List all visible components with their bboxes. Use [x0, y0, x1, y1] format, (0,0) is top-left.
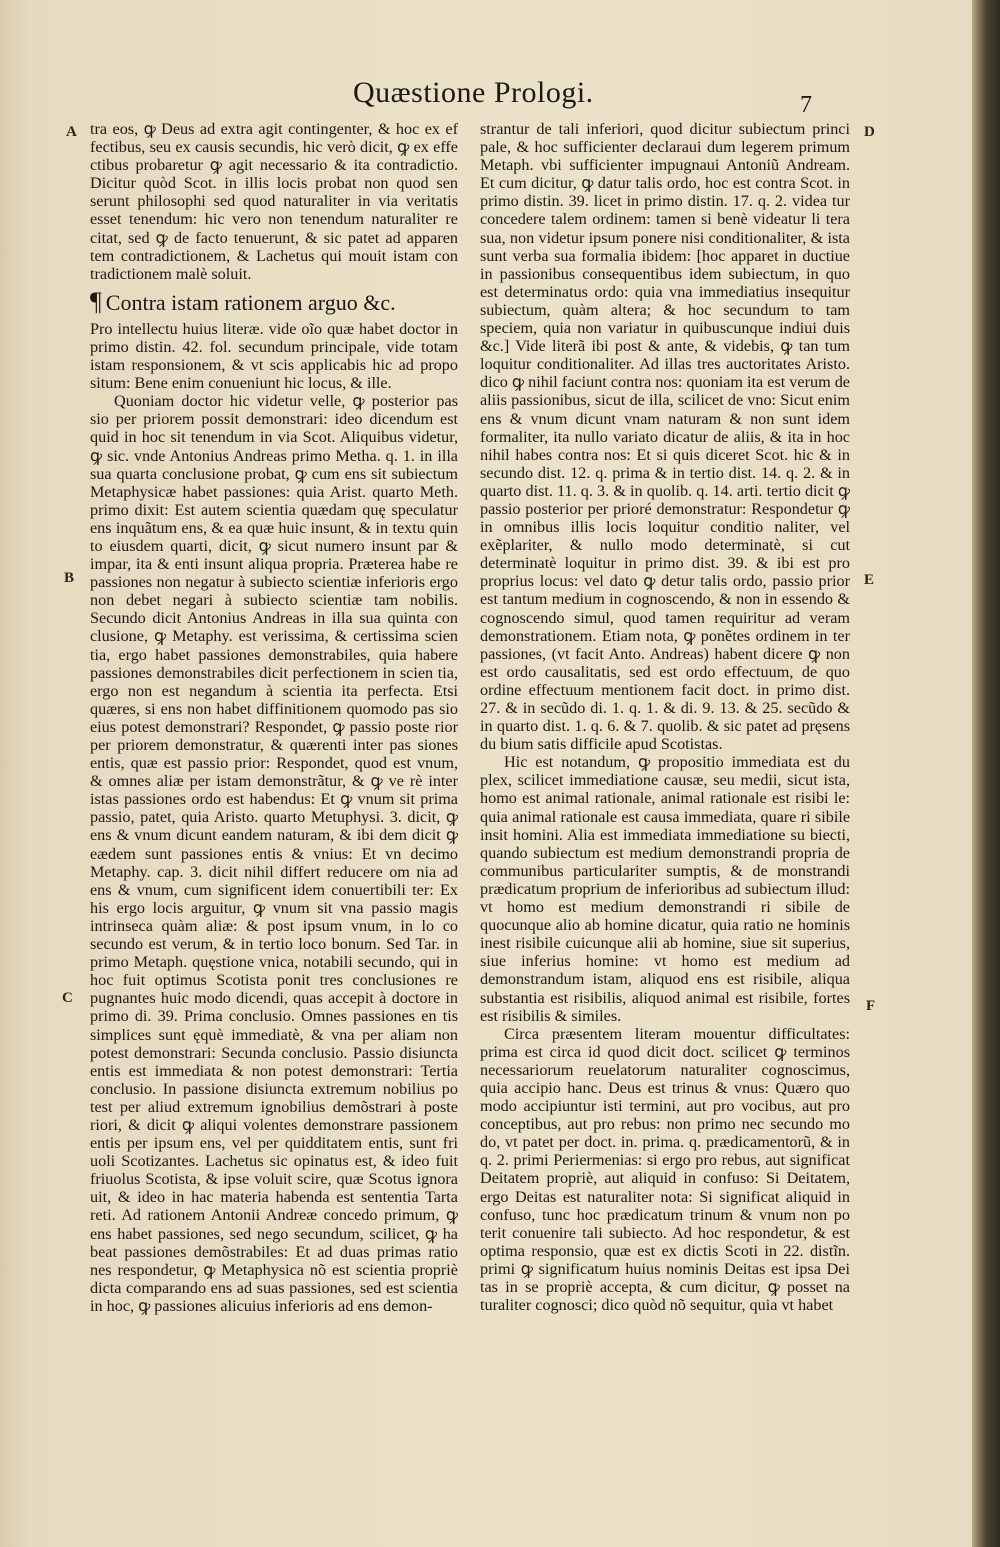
paragraph: Pro intellectu huius literæ. vide oĩo quæ habet doctor in primo distin. 42. fol. secundum principale, vide totam istam responsionem, & vt scis applicabis hic ad propo situm: Bene enim conueniunt hic locus, & ille. — [90, 319, 458, 393]
folio-number: 7 — [800, 92, 812, 118]
margin-letter-a: A — [66, 124, 77, 140]
margin-letter-e: E — [864, 572, 875, 588]
book-spine-edge — [972, 0, 1000, 1547]
section-heading-text: Contra istam rationem arguo &c. — [105, 289, 396, 315]
running-title: Quæstione Prologi. — [353, 76, 594, 109]
margin-letter-c: C — [62, 990, 73, 1006]
paragraph: Quoniam doctor hic videtur velle, ꝙ posterior pas sio per priorem possit demonstrari: ideo dicendum est quid in hoc sit tenendum in via Scot. Aliquibus videtur, ꝙ sic. vnde Antonius Andreas primo Metha. q. 1. in illa sua quarta conclusione probat, ꝙ cum ens sit subiectum Metaphysicæ habet passiones: quia Arist. quarto Meth. primo dixit: Est autem scientia quædam quę speculatur ens inquãtum ens, & ea quæ huic insunt, & in textu quin to eiusdem quarti, dicit, ꝙ sicut numero insunt par & impar, ita & enti insunt aliqua propria. Præterea habe re passiones non negatur à subiecto scientiæ inferioris ergo non debet negari à subiecto scientiæ tam nobilis. Secundo dicit Antonius Andreas in illa sua quinta con clusione, ꝙ Metaphy. est verissima, & certissima scien tia, ergo habet passiones demonstrabiles, quia habere passiones demonstrabiles dicit perfectionem in scien tia, ergo non est negandum à scientia ita perfecta. Etsi quæres, si ens non habet diffinitionem quomodo pas sio eius potest demonstrari? Respondet, ꝙ passio poste rior per priorem demonstratur, & quærenti inter pas siones entis, quæ est passio prior: Respondet, quod est vnum, & omnes aliæ per istam demonstrãtur, & ꝙ ve rè inter istas passiones ordo est habendus: Et ꝙ vnum sit prima passio, patet, quia Aristo. quarto Metuphysi. 3. dicit, ꝙ ens & vnum dicunt eandem naturam, & ibi dem dicit ꝙ eædem sunt passiones entis & vnius: Et vn decimo Metaphy. cap. 3. dicit nihil differt reducere om nia ad ens & vnum, cum significent idem conuertibili ter: Ex his ergo locis arguitur, ꝙ vnum sit vna passio magis intrinseca quàm aliæ: & post ipsum vnum, in lo co secundo est verum, & in tertio loco bonum. Sed Tar. in primo Metaph. quęstione vnica, notabili secundo, qui in hoc fuit optimus Scotista ponit tres conclusiones re pugnantes huic modo dicendi, quas accepit à doctore in primo di. 39. Prima conclusio. Omnes passiones en tis simplices sunt ęquè immediatè, & vna per aliam non potest demonstrari: Secunda conclusio. Passio disiuncta entis est immediata & non potest demonstrari: Tertia conclusio. In passione disiuncta extremum nobilius po test per aliud extremum ignobilius demõstrari à poste riori, & dicit ꝙ aliqui volentes demonstrare passionem entis per ipsum ens, vel per quidditatem entis, sunt fri uoli Scotizantes. Lachetus sic opinatus est, & ideo fuit friuolus Scotista, & ipse voluit scire, quæ Scotus ignora uit, & ideo in hac materia habenda est sententia Tarta reti. Ad rationem Antonii Andreæ concedo primum, ꝙ ens habet passiones, sed nego secundum, scilicet, ꝙ ha beat passiones demõstrabiles: Et ad duas primas ratio nes respondetur, ꝙ Metaphysica nõ est scientia propriè dicta comparando ens ad suas passiones, sed est scientia in hoc, ꝙ passiones alicuius inferioris ad ens demon- — [90, 392, 458, 1315]
running-header — [0, 76, 972, 126]
margin-letter-f: F — [866, 998, 876, 1014]
right-text-column — [480, 120, 850, 1314]
left-text-column — [90, 120, 458, 1315]
paragraph: Hic est notandum, ꝙ propositio immediata est du plex, scilicet immediatione causæ, seu medii, sicut ista, homo est animal rationale, animal rationale est risibi le: quia animal rationale est causa immediata, quare ri sibile insit homini. Alia est immediata immediatione su biecti, quando subiectum est medium demonstrandi propria de communibus particulariter sumptis, & de monstrandi prædicatum proprium de inferioribus ad subiectum illud: vt homo est medium demonstrandi ri sibile de quocunque alio ab homine dicatur, quia ratio ne hominis inest risibile cuicunque alii ab homine, siue sit superius, siue inferius homine: vt homo est medium ad demonstrandum istam, aliquod ens est risibile, aliqua substantia est risibilis, aliquod animal est risibile, fortes est risibilis & similes. — [480, 753, 850, 1025]
section-heading — [90, 286, 458, 316]
margin-letter-b: B — [64, 570, 75, 586]
paragraph: strantur de tali inferiori, quod dicitur subiectum princi pale, & hoc sufficienter declaraui dum legerem primum Metaph. vbi sufficienter impugnaui Antoniũ Andream. Et cum dicitur, ꝙ datur talis ordo, hoc est contra Scot. in primo distin. 39. licet in primo distin. 17. q. 2. videa tur concedere talem ordinem: tamen si benè videatur li tera sua, non videtur ipsum ponere nisi conditionaliter, & ista sunt verba sua formalia ibidem: [hoc apparet in ductiue in passionibus consequentibus idem subiectum, in quo est determinatus ordo: quia vna immediatius insequitur subiectum, quàm altera; & hoc secundum to tam speciem, quia non variatur in quibuscunque indiui duis &c.] Vide literã ibi post & ante, & videbis, ꝙ tan tum loquitur conditionaliter. Ad illas tres auctoritates Aristo. dico ꝙ nihil faciunt contra nos: quoniam ita est verum de aliis passionibus, sicut de illa, scilicet de vno: Sicut enim ens & vnum dicunt vnam naturam & non sunt idem formaliter, ita nullo variato dicatur de aliis, & ita in hoc nihil habes contra nos: Et si quis diceret Scot. hic & in secundo dist. 12. q. prima & in tertio dist. 14. q. 2. & in quarto dist. 11. q. 3. & in quolib. q. 14. arti. tertio dicit ꝙ passio posterior per prioré demonstratur: Respondetur ꝙ in omnibus illis locis loquitur conditio naliter, vel exẽplariter, & nullo modo determinatè, si cut determinatè loquitur in primo dist. 39. & ibi est pro proprius locus: vel dato ꝙ detur talis ordo, passio prior est tantum medium in cognoscendo, & non in essendo & cognoscendo simul, quod tamen requiritur ad veram demonstrationem. Etiam nota, ꝙ ponẽtes ordinem in ter passiones, (vt facit Anto. Andreas) habent dicere ꝙ non est ordo causalitatis, sed est ordo effectuum, de quo ordine effectuum mentionem facit doct. in primo dist. 27. & in secũdo di. 1. q. 1. & di. 9. 13. & 25. secũdo & in quarto dist. 1. q. 6. & 7. quolib. & sic patet ad pręsens du bium satis difficile apud Scotistas. — [480, 120, 850, 754]
paragraph: tra eos, ꝙ Deus ad extra agit contingenter, & hoc ex ef fectibus, seu ex causis secundis, hic verò dicit, ꝙ ex effe ctibus probaretur ꝙ agit necessario & ita contradictio. Dicitur quòd Scot. in illis locis probat non quod sen serunt philosophi sed quod naturaliter in via veritatis esset tenendum: hic vero non tenendum naturaliter re citat, sed ꝙ de facto tenuerunt, & sic patet ad apparen tem contradictionem, & Lachetus qui mouit istam con tradictionem malè soluit. — [90, 120, 458, 283]
margin-letter-d: D — [864, 124, 875, 140]
pilcrow-mark: ¶ — [90, 286, 102, 316]
paragraph: Circa præsentem literam mouentur difficultates: prima est circa id quod dicit doct. scilicet ꝙ terminos necessariorum reuelatorum naturaliter cognoscimus, quia accipio hanc. Deus est trinus & vnus: Quæro quo modo accipiuntur isti termini, aut pro vocibus, aut pro conceptibus, aut pro rebus: non primo nec secundo mo do, vt patet per doct. in. prima. q. prædicamentorũ, & in q. 2. primi Periermenias: si ergo pro rebus, aut significat Deitatem propriè, aut aliquid in confuso: Si Deitatem, ergo Deitas est naturaliter nota: Si significat aliquid in confuso, tunc hoc prædicatum trinum & vnum non po terit conuenire tali subiecto. Ad hoc respondetur, & est optima responsio, quæ est ex dictis Scoti in 22. distĩn. primi ꝙ significatum huius nominis Deitas est ipsa Dei tas in se propriè accepta, & cum dicitur, ꝙ posset na turaliter cognosci; dico quòd nõ sequitur, quia vt habet — [480, 1024, 850, 1315]
